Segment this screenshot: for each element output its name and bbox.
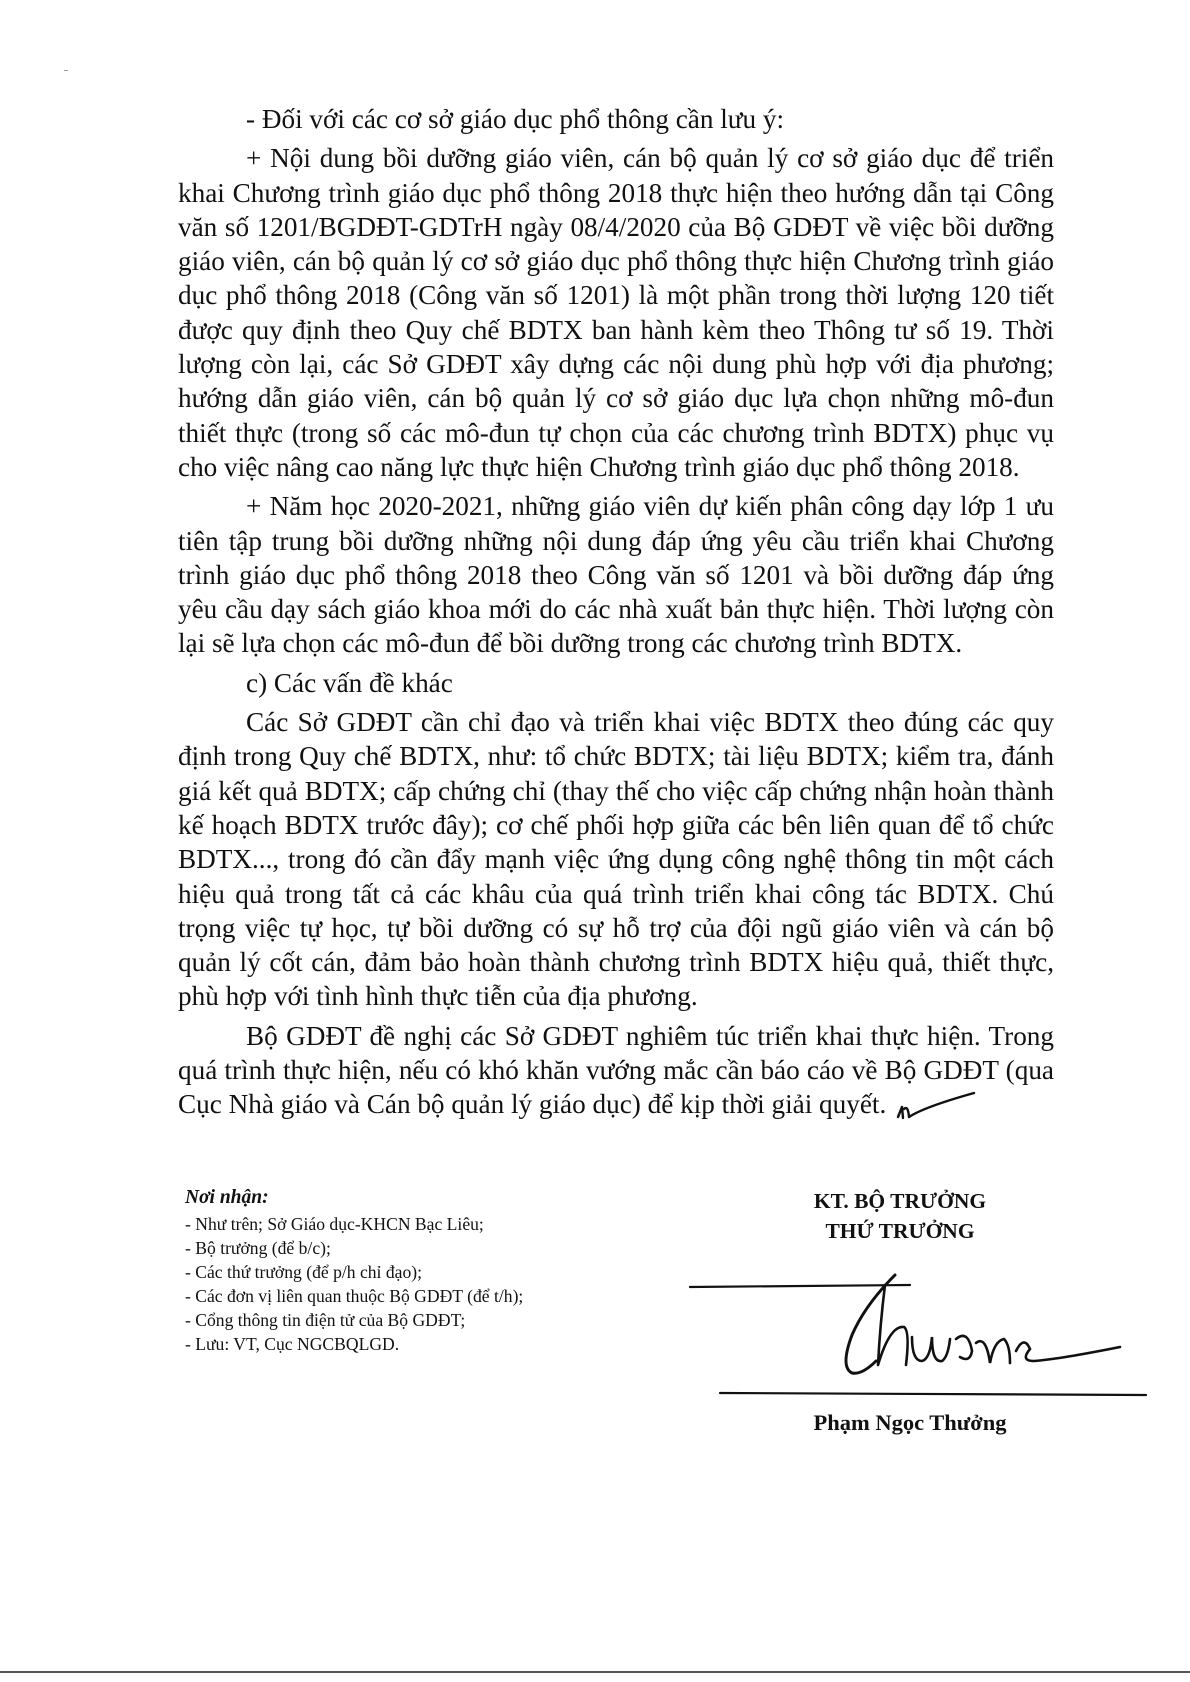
paragraph-department-guidance: Các Sở GDĐT cần chỉ đạo và triển khai việc BDTX theo đúng các quy định trong Quy chế BDTX, như: tổ chức BDTX; tài liệu BDTX; kiểm tra, đánh giá kết quả BDTX; cấp chứng chỉ (thay thế cho việc cấp chứng nhận hoàn thành kế hoạch BDTX trước đây); cơ chế phối hợp giữa các bên liên quan để tổ chức BDTX..., trong đó cần đẩy mạnh việc ứng dụng công nghệ thông tin một cách hiệu quả trong tất cả các khâu của quá trình triển khai công tác BDTX. Chú trọng việc tự học, tự bồi dưỡng có sự hỗ trợ của đội ngũ giáo viên và cán bộ quản lý cốt cán, đảm bảo hoàn thành chương trình BDTX hiệu quả, thiết thực, phù hợp với tình hình thực tiễn của địa phương.: [178, 707, 1054, 1012]
closing-request-text: Bộ GDĐT đề nghị các Sở GDĐT nghiêm túc triển khai thực hiện. Trong quá trình thực hiện, nếu có khó khăn vướng mắc cần báo cáo về Bộ GDĐT (qua Cục Nhà giáo và Cán bộ quản lý giáo dục) để kịp thời giải quyết.: [178, 1020, 1054, 1120]
signature-title-block: [770, 1186, 1030, 1246]
paragraph-training-content: + Nội dung bồi dưỡng giáo viên, cán bộ quản lý cơ sở giáo dục để triển khai Chương trình giáo dục phổ thông 2018 thực hiện theo hướng dẫn tại Công văn số 1201/BGDĐT-GDTrH ngày 08/4/2020 của Bộ GDĐT về việc bồi dưỡng giáo viên, cán bộ quản lý cơ sở giáo dục phổ thông thực hiện Chương trình giáo dục phổ thông 2018 (Công văn số 1201) là một phần trong thời lượng 120 tiết được quy định theo Quy chế BDTX ban hành kèm theo Thông tư số 19. Thời lượng còn lại, các Sở GDĐT xây dựng các nội dung phù hợp với địa phương; hướng dẫn giáo viên, cán bộ quản lý cơ sở giáo dục lựa chọn những mô-đun thiết thực (trong số các mô-đun tự chọn của các chương trình BDTX) phục vụ cho việc nâng cao năng lực thực hiện Chương trình giáo dục phổ thông 2018.: [178, 143, 1054, 482]
recipient-item: - Lưu: VT, Cục NGCBQLGD.: [185, 1334, 400, 1354]
recipient-item: - Các đơn vị liên quan thuộc Bộ GDĐT (để t/h);: [185, 1286, 524, 1306]
scan-speck: [64, 70, 68, 71]
signer-name: Phạm Ngọc Thưởng: [813, 1410, 1007, 1435]
paragraph-grade1-teachers: + Năm học 2020-2021, những giáo viên dự kiến phân công dạy lớp 1 ưu tiên tập trung bồi dưỡng những nội dung đáp ứng yêu cầu triển khai Chương trình giáo dục phổ thông 2018 theo Công văn số 1201 và bồi dưỡng đáp ứng yêu cầu dạy sách giáo khoa mới do các nhà xuất bản thực hiện. Thời lượng còn lại sẽ lựa chọn các mô-đun để bồi dưỡng trong các chương trình BDTX.: [178, 491, 1054, 659]
recipients-block: [185, 1186, 685, 1356]
document-body: [178, 102, 1054, 1128]
page-bottom-rule: [0, 1671, 1190, 1673]
recipient-item: - Các thứ trưởng (để p/h chỉ đạo);: [185, 1262, 422, 1282]
recipients-header: Nơi nhận:: [185, 1187, 269, 1208]
recipient-item: - Cổng thông tin điện tử của Bộ GDĐT;: [185, 1310, 466, 1330]
section-heading-other-issues: c) Các vấn đề khác: [246, 667, 453, 698]
paragraph-school-notes: - Đối với các cơ sở giáo dục phổ thông cần lưu ý:: [246, 104, 785, 134]
signature-title-line2: THỨ TRƯỞNG: [825, 1219, 975, 1243]
recipient-item: - Như trên; Sở Giáo dục-KHCN Bạc Liêu;: [185, 1214, 484, 1234]
recipient-item: - Bộ trưởng (để b/c);: [185, 1238, 331, 1258]
recipients-list: [185, 1212, 685, 1356]
signature-title-line1: KT. BỘ TRƯỞNG: [813, 1189, 987, 1213]
handwritten-signature: [680, 1265, 1150, 1405]
initial-mark-icon: [894, 1091, 976, 1123]
paragraph-closing-request: [178, 1019, 1054, 1123]
